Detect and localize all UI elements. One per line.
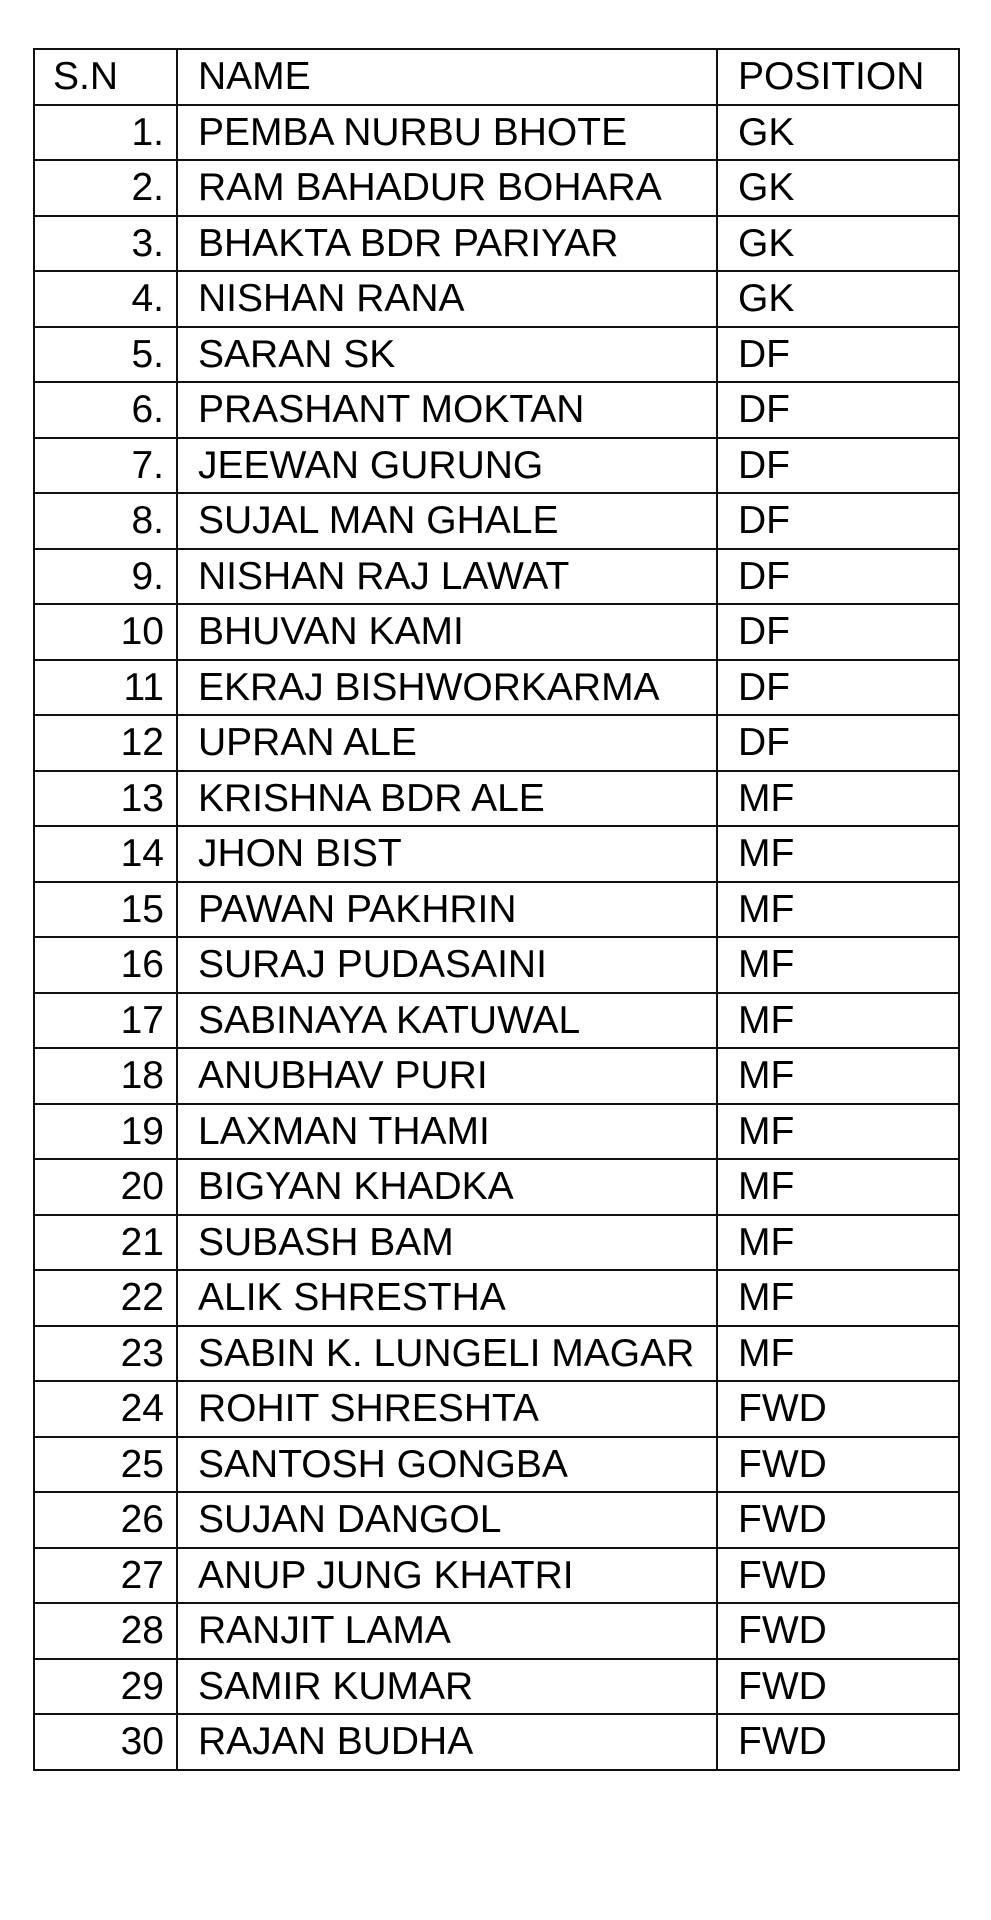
player-name-cell: ANUBHAV PURI: [177, 1048, 717, 1104]
row-number-cell: 16: [34, 937, 177, 993]
table-row: [34, 105, 959, 161]
player-name-cell: NISHAN RANA: [177, 271, 717, 327]
player-name-cell: SAMIR KUMAR: [177, 1659, 717, 1715]
column-header-sn: S.N: [34, 49, 177, 105]
row-number-cell: 8.: [34, 493, 177, 549]
player-position-cell: DF: [717, 604, 959, 660]
player-position-cell: GK: [717, 160, 959, 216]
row-number-cell: 10: [34, 604, 177, 660]
player-name-cell: PRASHANT MOKTAN: [177, 382, 717, 438]
column-header-position: POSITION: [717, 49, 959, 105]
table-row: [34, 715, 959, 771]
table-row: [34, 160, 959, 216]
table-row: [34, 327, 959, 383]
row-number-cell: 29: [34, 1659, 177, 1715]
table-row: [34, 216, 959, 272]
table-row: [34, 1714, 959, 1770]
table-row: [34, 882, 959, 938]
player-position-cell: FWD: [717, 1659, 959, 1715]
player-name-cell: JHON BIST: [177, 826, 717, 882]
player-name-cell: BIGYAN KHADKA: [177, 1159, 717, 1215]
player-name-cell: SARAN SK: [177, 327, 717, 383]
row-number-cell: 15: [34, 882, 177, 938]
table-row: [34, 771, 959, 827]
player-name-cell: UPRAN ALE: [177, 715, 717, 771]
row-number-cell: 2.: [34, 160, 177, 216]
player-roster-table: [33, 48, 960, 1771]
table-row: [34, 1215, 959, 1271]
row-number-cell: 18: [34, 1048, 177, 1104]
table-row: [34, 1492, 959, 1548]
table-row: [34, 382, 959, 438]
player-position-cell: DF: [717, 549, 959, 605]
player-name-cell: LAXMAN THAMI: [177, 1104, 717, 1160]
player-position-cell: FWD: [717, 1381, 959, 1437]
table-row: [34, 1548, 959, 1604]
row-number-cell: 28: [34, 1603, 177, 1659]
row-number-cell: 30: [34, 1714, 177, 1770]
player-name-cell: SANTOSH GONGBA: [177, 1437, 717, 1493]
player-position-cell: GK: [717, 271, 959, 327]
player-name-cell: SUJAL MAN GHALE: [177, 493, 717, 549]
row-number-cell: 3.: [34, 216, 177, 272]
row-number-cell: 19: [34, 1104, 177, 1160]
row-number-cell: 20: [34, 1159, 177, 1215]
player-name-cell: KRISHNA BDR ALE: [177, 771, 717, 827]
player-position-cell: FWD: [717, 1437, 959, 1493]
table-row: [34, 1159, 959, 1215]
player-position-cell: GK: [717, 216, 959, 272]
player-name-cell: BHAKTA BDR PARIYAR: [177, 216, 717, 272]
player-position-cell: FWD: [717, 1548, 959, 1604]
row-number-cell: 23: [34, 1326, 177, 1382]
row-number-cell: 12: [34, 715, 177, 771]
table-row: [34, 1270, 959, 1326]
player-name-cell: RANJIT LAMA: [177, 1603, 717, 1659]
row-number-cell: 11: [34, 660, 177, 716]
player-name-cell: EKRAJ BISHWORKARMA: [177, 660, 717, 716]
player-position-cell: MF: [717, 1104, 959, 1160]
table-row: [34, 1603, 959, 1659]
row-number-cell: 26: [34, 1492, 177, 1548]
row-number-cell: 6.: [34, 382, 177, 438]
table-row: [34, 1381, 959, 1437]
player-name-cell: ROHIT SHRESHTA: [177, 1381, 717, 1437]
player-name-cell: SABIN K. LUNGELI MAGAR: [177, 1326, 717, 1382]
player-position-cell: MF: [717, 1048, 959, 1104]
player-position-cell: MF: [717, 937, 959, 993]
player-name-cell: SURAJ PUDASAINI: [177, 937, 717, 993]
player-position-cell: MF: [717, 1270, 959, 1326]
table-row: [34, 1659, 959, 1715]
player-name-cell: NISHAN RAJ LAWAT: [177, 549, 717, 605]
player-position-cell: MF: [717, 882, 959, 938]
player-position-cell: MF: [717, 1159, 959, 1215]
player-position-cell: MF: [717, 1326, 959, 1382]
player-name-cell: BHUVAN KAMI: [177, 604, 717, 660]
player-name-cell: RAJAN BUDHA: [177, 1714, 717, 1770]
player-name-cell: PEMBA NURBU BHOTE: [177, 105, 717, 161]
row-number-cell: 7.: [34, 438, 177, 494]
table-row: [34, 937, 959, 993]
player-position-cell: DF: [717, 493, 959, 549]
table-row: [34, 1104, 959, 1160]
player-name-cell: ANUP JUNG KHATRI: [177, 1548, 717, 1604]
player-position-cell: FWD: [717, 1492, 959, 1548]
table-row: [34, 493, 959, 549]
table-row: [34, 604, 959, 660]
row-number-cell: 4.: [34, 271, 177, 327]
table-row: [34, 826, 959, 882]
row-number-cell: 1.: [34, 105, 177, 161]
player-name-cell: SABINAYA KATUWAL: [177, 993, 717, 1049]
player-name-cell: ALIK SHRESTHA: [177, 1270, 717, 1326]
player-position-cell: MF: [717, 993, 959, 1049]
table-row: [34, 438, 959, 494]
row-number-cell: 17: [34, 993, 177, 1049]
row-number-cell: 5.: [34, 327, 177, 383]
table-row: [34, 271, 959, 327]
player-position-cell: DF: [717, 438, 959, 494]
row-number-cell: 14: [34, 826, 177, 882]
row-number-cell: 21: [34, 1215, 177, 1271]
player-name-cell: PAWAN PAKHRIN: [177, 882, 717, 938]
player-name-cell: SUBASH BAM: [177, 1215, 717, 1271]
row-number-cell: 25: [34, 1437, 177, 1493]
player-name-cell: RAM BAHADUR BOHARA: [177, 160, 717, 216]
player-position-cell: DF: [717, 715, 959, 771]
row-number-cell: 9.: [34, 549, 177, 605]
player-position-cell: FWD: [717, 1603, 959, 1659]
player-name-cell: JEEWAN GURUNG: [177, 438, 717, 494]
player-position-cell: DF: [717, 660, 959, 716]
player-position-cell: DF: [717, 327, 959, 383]
table-body: [34, 105, 959, 1770]
table-row: [34, 993, 959, 1049]
row-number-cell: 13: [34, 771, 177, 827]
table-row: [34, 1437, 959, 1493]
player-position-cell: DF: [717, 382, 959, 438]
table-row: [34, 1048, 959, 1104]
player-position-cell: MF: [717, 771, 959, 827]
player-position-cell: GK: [717, 105, 959, 161]
row-number-cell: 22: [34, 1270, 177, 1326]
player-position-cell: MF: [717, 826, 959, 882]
row-number-cell: 27: [34, 1548, 177, 1604]
player-position-cell: FWD: [717, 1714, 959, 1770]
player-name-cell: SUJAN DANGOL: [177, 1492, 717, 1548]
table-row: [34, 660, 959, 716]
table-row: [34, 549, 959, 605]
player-position-cell: MF: [717, 1215, 959, 1271]
table-row: [34, 1326, 959, 1382]
table-header-row: [34, 49, 959, 105]
row-number-cell: 24: [34, 1381, 177, 1437]
column-header-name: NAME: [177, 49, 717, 105]
